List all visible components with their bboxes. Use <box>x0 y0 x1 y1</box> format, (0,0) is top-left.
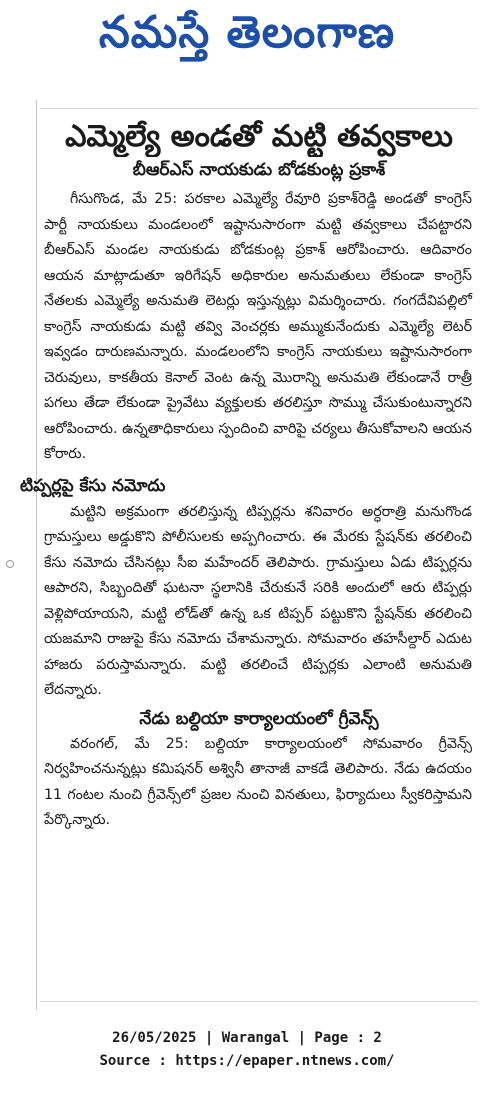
article-subheadline: బీఆర్‌ఎస్‌ నాయకుడు బోడకుంట్ల ప్రకాశ్‌ <box>132 160 386 180</box>
article-body-1: గీసుగొండ, మే 25: పరకాల ఎమ్మెల్యే రేవూరి ప్రకాశ్‌రెడ్డి అండతో కాంగ్రెస్‌ పార్టీ నాయకులు మండలంలో ఇష్టానుసారంగా మట్టి తవ్వకాలు చేపట్టారని బీఆర్‌ఎస్‌ మండల నాయకుడు బోడకుంట్ల ప్రకాశ్‌ ఆరోపించారు. ఆదివారం ఆయన మాట్లాడుతూ ఇరిగేషన్‌ అధికారుల అనుమతులు లేకుండా కాంగ్రెస్‌ నేతలకు ఎమ్మెల్యే అనుమతి లెటర్లు ఇస్తున్నట్లు విమర్శించారు. గంగదేవిపల్లిలో కాంగ్రెస్‌ నాయకుడు మట్టి తవ్వి వెంచర్లకు అమ్ముకునేందుకు ఎమ్మెల్యే లెటర్‌ ఇవ్వడం దారుణమన్నారు. మండలంలోని కాంగ్రెస్‌ నాయకులు ఇష్టానుసారంగా చెరువులు, కాకతీయ కెనాల్‌ వెంట ఉన్న మొరాన్ని అనుమతి లేకుండానే రాత్రీ పగలు తేడా లేకుండా ప్రైవేటు వ్యక్తులకు తరలిస్తూ సొమ్ము చేసుకుంటున్నారని ఆరోపించారు. ఉన్నతాధికారులు స్పందించి వారిపై చర్యలు తీసుకోవాలని ఆయన కోరారు. <box>44 191 472 462</box>
article-body-2: మట్టిని అక్రమంగా తరలిస్తున్న టిప్పర్లను శనివారం అర్ధరాత్రి మనుగొండ గ్రామస్తులు అడ్డుకొని పోలీసులకు అప్పగించారు. ఈ మేరకు స్టేషన్‌కు తరలించి కేసు నమోదు చేసినట్లు సీఐ మహేందర్‌ తెలిపారు. గ్రామస్తులు ఏడు టిప్పర్లను ఆపారని, సిబ్బందితో ఘటనా స్థలానికి చేరుకునే సరికి అందులో ఆరు టిప్పర్లు వెళ్లిపోయాయని, మట్టి లోడ్‌తో ఉన్న ఒక టిప్పర్‌ పట్టుకొని స్టేషన్‌కు తరలించి యజమాని రాజుపై కేసు నమోదు చేశామన్నారు. సోమవారం తహసీల్దార్‌ ఎదుట హాజరు పరుస్తామన్నారు. మట్టి తరలించే టిప్పర్లకు ఎలాంటి అనుమతి లేదన్నారు. <box>44 503 472 698</box>
footer-source: Source : https://epaper.ntnews.com/ <box>99 1053 395 1069</box>
section-heading-tippers: టిప్పర్లపై కేసు నమోదు <box>20 475 166 496</box>
news-clipping <box>20 108 478 1002</box>
column-divider <box>36 100 37 1010</box>
newspaper-masthead: నమస్తే తెలంగాణ <box>98 7 396 58</box>
article-body-3: వరంగల్‌, మే 25: బల్దియా కార్యాలయంలో సోమవారం గ్రీవెన్స్‌ నిర్వహించనున్నట్లు కమిషనర్‌ అశ్వినీ తానాజీ వాకడే తెలిపారు. నేడు ఉదయం 11 గంటల నుంచి గ్రీవెన్స్‌లో ప్రజల నుంచి వినతులు, ఫిర్యాదులు స్వీకరిస్తామని పేర్కొన్నారు. <box>44 735 472 828</box>
section-heading-grievance: నేడు బల్దియా కార్యాలయంలో గ్రీవెన్స్‌ <box>139 708 379 729</box>
article-headline: ఎమ్మెల్యే అండతో మట్టి తవ్వకాలు <box>65 119 453 154</box>
footer-date-edition: 26/05/2025 | Warangal | Page : 2 <box>112 1030 382 1046</box>
margin-mark <box>6 560 14 568</box>
